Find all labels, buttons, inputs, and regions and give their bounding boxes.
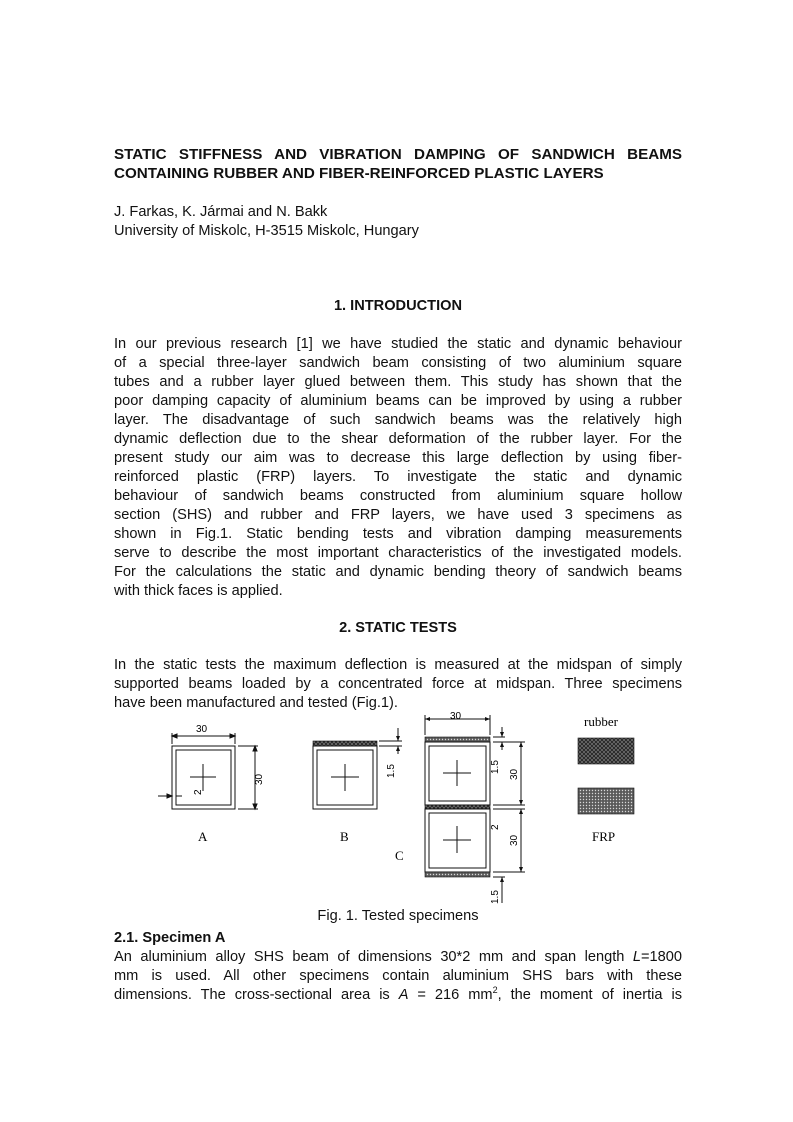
paragraph-line: poor damping capacity of aluminium beams can be improved by using a rubber — [114, 393, 682, 409]
text-run: An aluminium alloy SHS beam of dimensions 30*2 mm and span length — [114, 949, 633, 965]
text-run: , the moment of inertia is — [497, 987, 682, 1003]
authors: J. Farkas, K. Jármai and N. Bakk — [114, 204, 328, 220]
static-tests-paragraph — [114, 656, 682, 713]
paragraph-line: reinforced plastic (FRP) layers. To investigate the static and dynamic — [114, 469, 682, 485]
paragraph-line: serve to describe the most important characteristics of the investigated models. — [114, 545, 682, 561]
dimension-label-c-frp-bottom: 1.5 — [490, 890, 501, 904]
legend-rubber-swatch — [578, 738, 634, 764]
introduction-paragraph — [114, 335, 682, 601]
dimension-label-c-upper-height: 30 — [509, 768, 520, 780]
legend-frp-label: FRP — [592, 829, 616, 844]
subsection-heading-specimen-a: 2.1. Specimen A — [114, 930, 226, 946]
paragraph-line: with thick faces is applied. — [114, 583, 283, 599]
paragraph-line: section (SHS) and rubber and FRP layers, we have used 3 specimens as — [114, 507, 682, 523]
section-heading-static-tests: 2. STATIC TESTS — [339, 620, 457, 636]
dimension-label-a-thickness: 2 — [193, 789, 204, 795]
paragraph-line — [114, 948, 682, 967]
math-variable: A — [398, 987, 409, 1003]
superscript: 2 — [492, 985, 498, 996]
paragraph-line: supported beams loaded by a concentrated force at midspan. Three specimens — [114, 676, 682, 692]
text-run: dimensions. The cross-sectional area is — [114, 987, 399, 1003]
specimen-c-section — [425, 715, 525, 903]
legend-frp-swatch — [578, 788, 634, 814]
legend-rubber-label: rubber — [584, 714, 618, 729]
paragraph-line: layer. The disadvantage of such sandwich beams was the relatively high — [114, 412, 682, 428]
text-run: = 216 mm — [408, 987, 493, 1003]
specimen-label-a: A — [198, 829, 208, 844]
paragraph-line: present study our aim was to decrease this large deflection by using fiber- — [114, 450, 682, 466]
dimension-label-b-rubber: 1.5 — [386, 764, 397, 778]
figure-tested-specimens — [150, 708, 650, 913]
specimen-label-b: B — [340, 829, 349, 844]
paragraph-line: mm is used. All other specimens contain aluminium SHS bars with these — [114, 968, 682, 984]
dimension-label-c-width: 30 — [450, 711, 462, 722]
dimension-label-c-lower-height: 30 — [509, 834, 520, 846]
dimension-label-c-frp-top: 1.5 — [490, 760, 501, 774]
paragraph-line: tubes and a rubber layer glued between them. This study has shown that the — [114, 374, 682, 390]
specimen-label-c: C — [395, 848, 404, 863]
specimen-a-section — [158, 733, 258, 809]
math-variable: L — [632, 949, 641, 965]
dimension-label-c-rubber: 2 — [490, 824, 501, 830]
dimension-label-a-height: 30 — [254, 773, 265, 785]
author-block — [114, 203, 419, 241]
paragraph-line: dynamic deflection due to the shear deformation of the rubber layer. For the — [114, 431, 682, 447]
paragraph-line: have been manufactured and tested (Fig.1). — [114, 695, 398, 711]
specimen-a-paragraph — [114, 948, 682, 1005]
paragraph-line: In the static tests the maximum deflection is measured at the midspan of simply — [114, 657, 682, 673]
section-heading-introduction: 1. INTRODUCTION — [333, 298, 463, 314]
affiliation: University of Miskolc, H-3515 Miskolc, Hungary — [114, 223, 419, 239]
paragraph-line: of a special three-layer sandwich beam consisting of two aluminium square — [114, 355, 682, 371]
paragraph-line: For the calculations the static and dynamic bending theory of sandwich beams — [114, 564, 682, 580]
dimension-label-a-width: 30 — [196, 724, 208, 735]
text-run: =1800 — [641, 949, 682, 965]
figure-caption: Fig. 1. Tested specimens — [317, 908, 479, 924]
paragraph-line: In our previous research [1] we have studied the static and dynamic behaviour — [114, 336, 682, 352]
paragraph-line: shown in Fig.1. Static bending tests and vibration damping measurements — [114, 526, 682, 542]
paper-title: STATIC STIFFNESS AND VIBRATION DAMPING OF SANDWICH BEAMS CONTAINING RUBBER AND FIBER-REINFORCED PLASTIC LAYERS — [114, 146, 682, 182]
paragraph-line — [114, 986, 682, 1005]
paragraph-line: behaviour of sandwich beams constructed from aluminium square hollow — [114, 488, 682, 504]
